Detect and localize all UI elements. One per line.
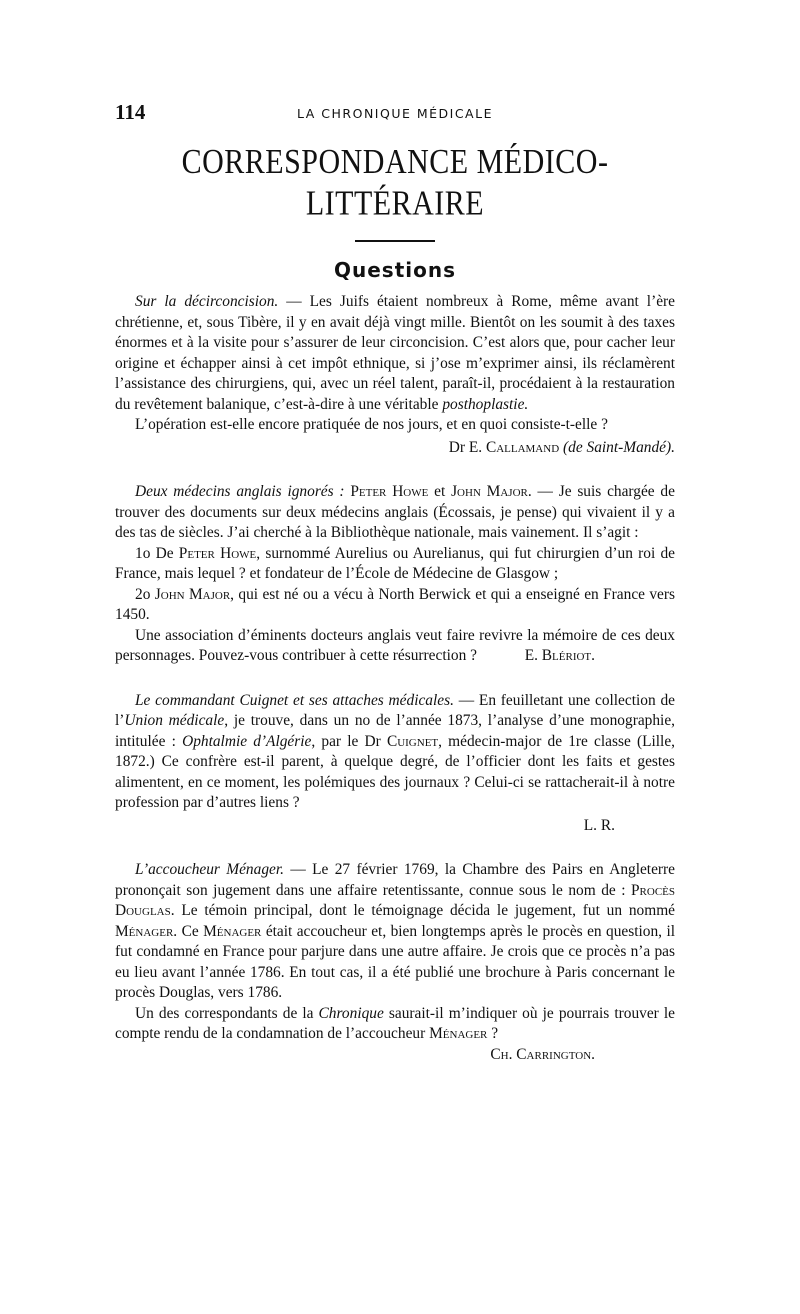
person-name: John Major [154,585,231,603]
signature-initial: E. [468,438,483,456]
case-name: Procès Douglas [115,881,675,919]
person-name: Cuignet [386,732,439,750]
subsection-title: Questions [333,258,456,282]
letter-medecins-anglais [115,482,675,667]
journal-name: Chronique [318,1004,384,1022]
list-number: 2o [135,585,155,603]
letter-paragraph [115,860,675,1004]
letter-term: posthoplastie. [442,395,529,413]
signature-title: Dr [448,438,465,456]
letter-paragraph [115,292,675,415]
letter-lead: Deux médecins anglais ignorés : [135,483,345,500]
letter-text: — Je suis chargée de trouver des documents sur deux médecins anglais (Écossais, je pense) qui vivaient il y a des tas de siècles. J’ai cherché à la Bibliothèque nationale, mais vainement. Il s’agit : [115,483,675,541]
book-title: Ophtalmie d’Algérie [182,732,312,750]
journal-name: Union médicale [124,712,225,729]
letter-text: , qui est né ou a vécu à North Berwick et qui a enseigné en France vers 1450. [115,585,675,623]
letter-lead: L’accoucheur Ménager. [135,861,284,878]
signature: E. Blériot. [524,647,595,664]
letter-lead: Sur la décirconcision. [135,293,279,310]
list-number: 1o De [135,544,179,562]
list-item [115,544,675,585]
letter-paragraph [115,626,675,667]
letter-paragraph: L’opération est-elle encore pratiquée de nos jours, et en quoi consiste-t-elle ? [135,416,608,433]
letter-paragraph [115,691,675,814]
letter-commandant-cuignet [115,691,675,837]
letter-text: , médecin-major de 1re classe (Lille, 1872.) Ce confrère est-il parent, à quelque degré, de l’officier dont les faits et gestes alimentent, en ce moment, les polémiques des journaux ? Celui-ci se rattacherait-il à notre profession par d’autres liens ? [115,732,676,811]
letter-text: saurait-il m’indiquer où je pourrais trouver le compte rendu de la condamnation de l’accoucheur [115,1004,675,1042]
letter-paragraph [115,482,675,544]
letter-text: Une association d’éminents docteurs anglais veut faire revivre la mémoire de ces deux personnages. Pouvez-vous contribuer à cette résurrection ? [115,626,675,664]
person-name: Ménager [115,922,174,940]
signature-name: Callamand [485,438,560,456]
section-title: CORRESPONDANCE MÉDICO-LITTÉRAIRE [181,143,609,223]
letter-text: — Les Juifs étaient nombreux à Rome, même avant l’ère chrétienne, et, sous Tibère, il y en avait déjà vingt mille. Bientôt on les soumit à des taxes énormes et à la visite pour s’assurer de leur circoncision. C’est alors que, pour cacher leur origine et échapper ainsi à cet impôt ethnique, si j’ose m’exprimer ainsi, ils réclamèrent l’assistance des chirurgiens, qui, avec un réel talent, paraît-il, procédaient à la restauration du revêtement balanique, c’est-à-dire à une véritable [115,293,675,413]
list-item [115,585,675,626]
letter-text: et [428,483,452,500]
person-name: Peter Howe [344,483,429,500]
letter-text: était accoucheur et, bien longtemps après le procès en question, il fut condamné en France pour parjure dans une autre affaire. Je crois que ce procès n’a pas eu lieu avant l’année 1786. En tout cas, il a été publié une brochure à Paris concernant le procès Douglas, vers 1786. [115,922,676,1001]
letter-accoucheur-menager [115,860,675,1065]
letter-decirconcision [115,292,675,458]
letter-text: . Le témoin principal, dont le témoignage décida le jugement, fut un nommé [170,902,675,919]
letter-text: — En feuilletant une collection de l’ [115,691,675,729]
signature [115,438,675,459]
letter-text: , surnommé Aurelius ou Aurelianus, qui fut chirurgien d’un roi de France, mais lequel ? et fondateur de l’École de Médecine de Glasgow ; [115,544,675,582]
signature: L. R. [583,816,615,834]
title-rule [355,240,435,242]
letter-text: — Le 27 février 1769, la Chambre des Pairs en Angleterre prononçait son jugement dans une affaire retentissante, connue sous le nom de : [115,861,676,899]
person-name: Ménager [203,922,262,940]
letter-text: , je trouve, dans un no de l’année 1873, l’analyse d’une monographie, intitulée : [115,712,675,750]
person-name: Peter Howe [178,544,257,562]
journal-title: LA CHRONIQUE MÉDICALE [297,106,493,121]
letter-text: Un des correspondants de la [135,1004,319,1022]
letter-text: . Ce [173,922,204,940]
person-name: Ménager ? [429,1025,499,1042]
page-number: 114 [115,100,146,124]
page [115,100,675,1065]
letter-text: , par le Dr [311,732,387,750]
letter-paragraph [115,1004,675,1066]
letter-lead: Le commandant Cuignet et ses attaches médicales. [135,691,454,709]
running-head [115,100,675,124]
person-name: John Major. [451,483,532,500]
signature: Ch. Carrington. [490,1045,595,1063]
signature-place: (de Saint-Mandé). [563,438,675,456]
